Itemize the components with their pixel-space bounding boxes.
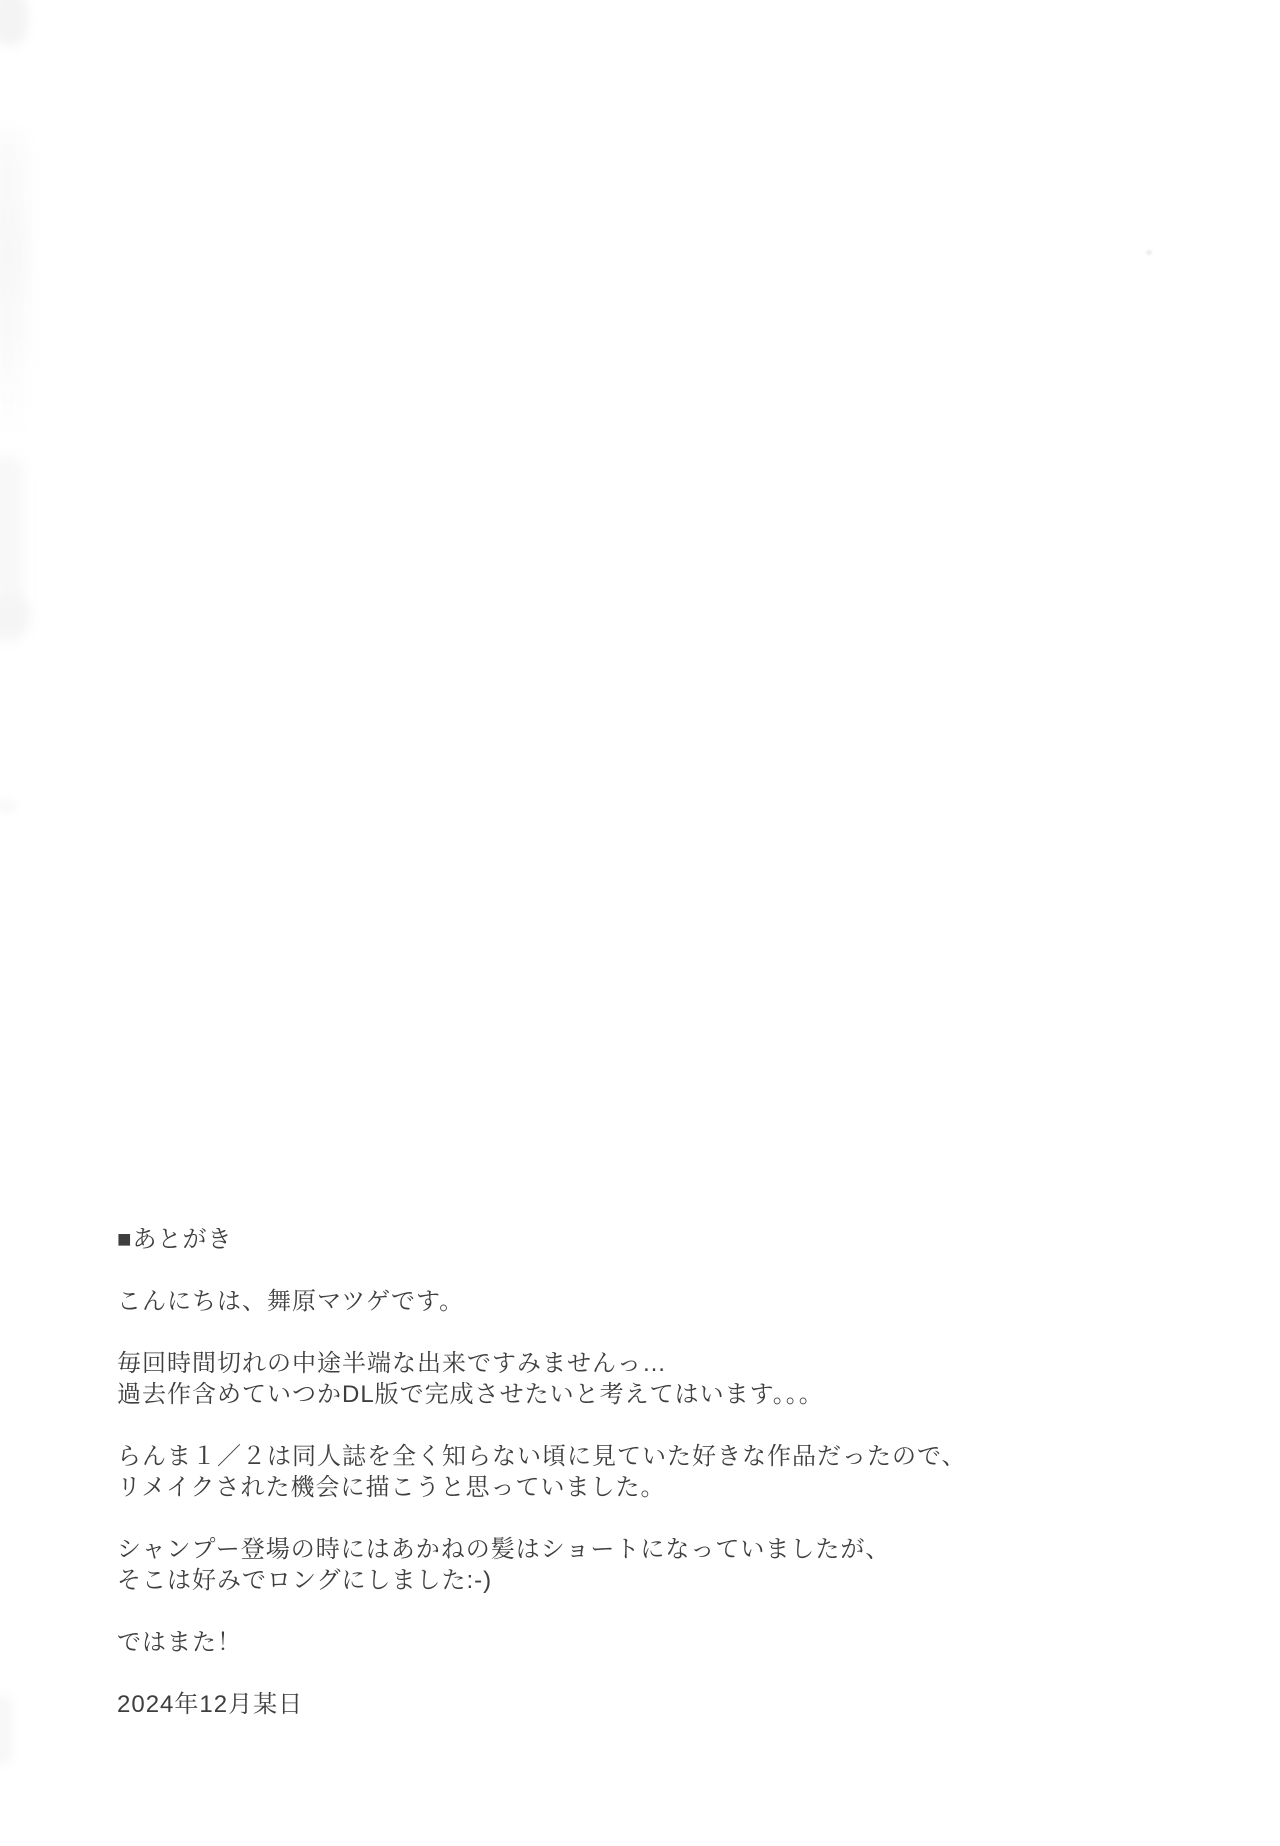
afterword-heading: [117, 1224, 1127, 1255]
afterword-closing: [117, 1627, 1127, 1658]
afterword-line: リメイクされた機会に描こうと思っていました。: [117, 1474, 666, 1501]
afterword-paragraph-ranma: [117, 1441, 1127, 1503]
afterword-text-block: [117, 1224, 1127, 1751]
afterword-heading-text: ■あとがき: [117, 1226, 233, 1253]
afterword-line: シャンプー登場の時にはあかねの髪はショートになっていましたが、: [117, 1536, 891, 1563]
afterword-line: 2024年12月某日: [117, 1691, 304, 1718]
afterword-line: こんにちは、舞原マツゲです。: [117, 1288, 465, 1315]
scan-artifact: [0, 128, 28, 448]
scan-artifact: [0, 0, 28, 46]
scan-artifact: [1146, 250, 1152, 255]
afterword-line: 毎回時間切れの中途半端な出来ですみませんっ…: [117, 1350, 667, 1377]
afterword-paragraph-apology: [117, 1348, 1127, 1410]
afterword-line: そこは好みでロングにしました:-): [117, 1567, 493, 1594]
afterword-paragraph-greeting: [117, 1286, 1127, 1317]
afterword-paragraph-hair: [117, 1534, 1127, 1596]
afterword-line: らんま１／２は同人誌を全く知らない頃に見ていた好きな作品だったので、: [117, 1443, 967, 1470]
scan-artifact: [0, 455, 24, 625]
scan-artifact: [0, 798, 18, 814]
scan-artifact: [0, 595, 30, 641]
afterword-date: [117, 1689, 1127, 1720]
scan-artifact: [0, 1695, 12, 1765]
afterword-line: ではまた！: [117, 1629, 242, 1656]
afterword-line: 過去作含めていつかDL版で完成させたいと考えてはいます。。。: [117, 1381, 824, 1408]
